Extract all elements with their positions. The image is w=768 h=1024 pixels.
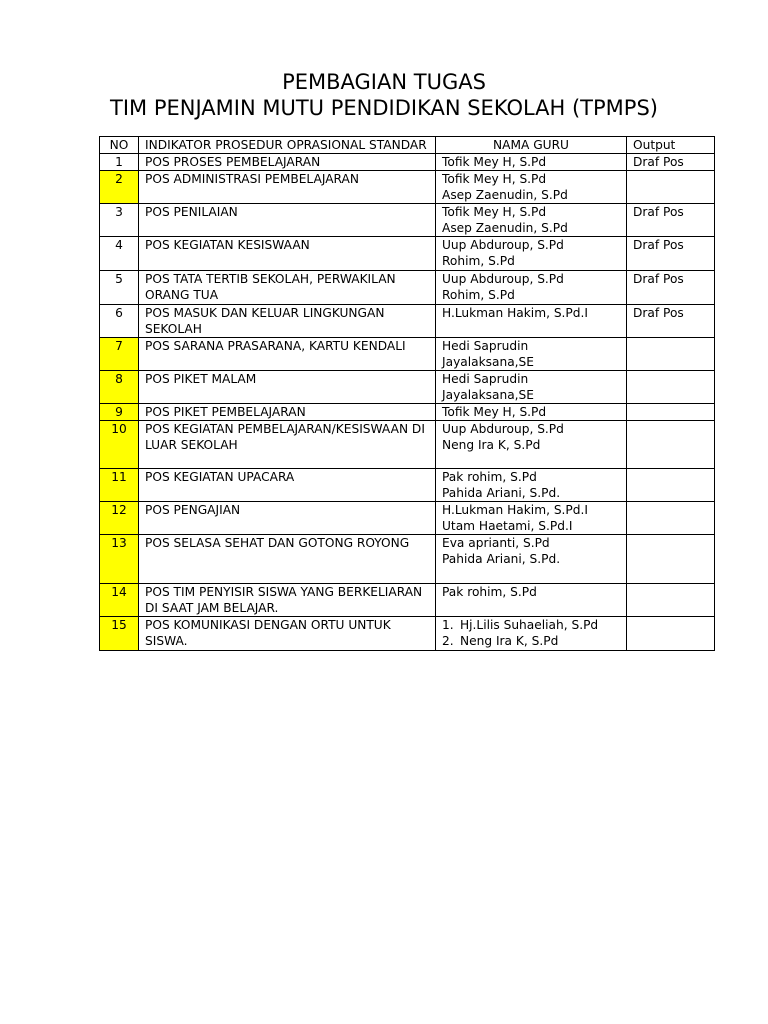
table-row (100, 305, 715, 338)
output-cell (627, 171, 715, 204)
row-number: 12 (100, 502, 139, 535)
teacher-name: Pak rohim, S.Pd (442, 585, 537, 599)
nama-guru-cell (436, 469, 627, 502)
output-cell (627, 617, 715, 651)
teacher-name: Hedi Saprudin (442, 339, 529, 353)
indikator-cell: POS SELASA SEHAT DAN GOTONG ROYONG (139, 535, 436, 584)
table-row (100, 421, 715, 469)
nama-guru-cell (436, 271, 627, 305)
row-number: 11 (100, 469, 139, 502)
output-cell: Draf Pos (627, 237, 715, 271)
table-row (100, 469, 715, 502)
indikator-cell: POS KOMUNIKASI DENGAN ORTU UNTUK SISWA. (139, 617, 436, 651)
nama-guru-cell (436, 502, 627, 535)
nama-guru-cell (436, 305, 627, 338)
output-cell (627, 502, 715, 535)
output-cell (627, 338, 715, 371)
teacher-name: Asep Zaenudin, S.Pd (442, 188, 568, 202)
table-row (100, 204, 715, 237)
document-subtitle: TIM PENJAMIN MUTU PENDIDIKAN SEKOLAH (TPMPS) (110, 96, 658, 120)
output-cell: Draf Pos (627, 154, 715, 171)
teacher-name: Jayalaksana,SE (442, 388, 534, 402)
table-row (100, 338, 715, 371)
table-row (100, 404, 715, 421)
indikator-cell: POS TIM PENYISIR SISWA YANG BERKELIARAN DI SAAT JAM BELAJAR. (139, 584, 436, 617)
teacher-name: Utam Haetami, S.Pd.I (442, 519, 573, 533)
row-number: 6 (100, 305, 139, 338)
teacher-name: 1. Hj.Lilis Suhaeliah, S.Pd (442, 618, 599, 632)
table-row (100, 502, 715, 535)
table-row (100, 584, 715, 617)
indikator-cell: POS KEGIATAN KESISWAAN (139, 237, 436, 271)
teacher-name: Pak rohim, S.Pd (442, 470, 537, 484)
teacher-name: Tofik Mey H, S.Pd (442, 172, 547, 186)
row-number: 9 (100, 404, 139, 421)
nama-guru-cell (436, 584, 627, 617)
row-number: 2 (100, 171, 139, 204)
teacher-name: Eva aprianti, S.Pd (442, 536, 550, 550)
row-number: 14 (100, 584, 139, 617)
table-header-row (100, 137, 715, 154)
table-row (100, 371, 715, 404)
nama-guru-cell (436, 404, 627, 421)
teacher-name: Tofik Mey H, S.Pd (442, 155, 547, 169)
indikator-cell: POS KEGIATAN UPACARA (139, 469, 436, 502)
header-indikator: INDIKATOR PROSEDUR OPRASIONAL STANDAR (139, 137, 436, 154)
teacher-name: Uup Abduroup, S.Pd (442, 238, 564, 252)
teacher-name: Tofik Mey H, S.Pd (442, 405, 547, 419)
table-row (100, 535, 715, 584)
teacher-name: Jayalaksana,SE (442, 355, 534, 369)
nama-guru-cell (436, 371, 627, 404)
nama-guru-cell (436, 204, 627, 237)
indikator-cell: POS PENILAIAN (139, 204, 436, 237)
teacher-name: Tofik Mey H, S.Pd (442, 205, 547, 219)
teacher-name: Pahida Ariani, S.Pd. (442, 552, 561, 566)
row-number: 7 (100, 338, 139, 371)
output-cell (627, 535, 715, 584)
row-number: 8 (100, 371, 139, 404)
indikator-cell: POS ADMINISTRASI PEMBELAJARAN (139, 171, 436, 204)
table-row (100, 171, 715, 204)
header-no: NO (100, 137, 139, 154)
output-cell: Draf Pos (627, 204, 715, 237)
nama-guru-cell (436, 617, 627, 651)
row-number: 1 (100, 154, 139, 171)
row-number: 5 (100, 271, 139, 305)
nama-guru-cell (436, 338, 627, 371)
output-cell: Draf Pos (627, 271, 715, 305)
table-body (100, 154, 715, 651)
table-row (100, 271, 715, 305)
row-number: 3 (100, 204, 139, 237)
teacher-name: 2. Neng Ira K, S.Pd (442, 634, 559, 648)
indikator-cell: POS PROSES PEMBELAJARAN (139, 154, 436, 171)
output-cell (627, 584, 715, 617)
output-cell: Draf Pos (627, 305, 715, 338)
row-number: 10 (100, 421, 139, 469)
indikator-cell: POS PIKET MALAM (139, 371, 436, 404)
assignment-table (99, 136, 715, 651)
nama-guru-cell (436, 535, 627, 584)
output-cell (627, 404, 715, 421)
teacher-name: Uup Abduroup, S.Pd (442, 422, 564, 436)
teacher-name: Uup Abduroup, S.Pd (442, 272, 564, 286)
nama-guru-cell (436, 154, 627, 171)
indikator-cell: POS PENGAJIAN (139, 502, 436, 535)
output-cell (627, 421, 715, 469)
nama-guru-cell (436, 171, 627, 204)
indikator-cell: POS PIKET PEMBELAJARAN (139, 404, 436, 421)
output-cell (627, 469, 715, 502)
header-nama-guru: NAMA GURU (436, 137, 627, 154)
row-number: 15 (100, 617, 139, 651)
document-title: PEMBAGIAN TUGAS (282, 70, 486, 94)
table-row (100, 617, 715, 651)
indikator-cell: POS TATA TERTIB SEKOLAH, PERWAKILAN ORANG TUA (139, 271, 436, 305)
table-row (100, 237, 715, 271)
teacher-name: H.Lukman Hakim, S.Pd.I (442, 306, 588, 320)
teacher-name: Hedi Saprudin (442, 372, 529, 386)
nama-guru-cell (436, 237, 627, 271)
teacher-name: H.Lukman Hakim, S.Pd.I (442, 503, 588, 517)
teacher-name: Pahida Ariani, S.Pd. (442, 486, 561, 500)
row-number: 13 (100, 535, 139, 584)
row-number: 4 (100, 237, 139, 271)
teacher-name: Neng Ira K, S.Pd (442, 438, 541, 452)
indikator-cell: POS SARANA PRASARANA, KARTU KENDALI (139, 338, 436, 371)
output-cell (627, 371, 715, 404)
table-row (100, 154, 715, 171)
indikator-cell: POS MASUK DAN KELUAR LINGKUNGAN SEKOLAH (139, 305, 436, 338)
nama-guru-cell (436, 421, 627, 469)
teacher-name: Rohim, S.Pd (442, 254, 515, 268)
teacher-name: Rohim, S.Pd (442, 288, 515, 302)
indikator-cell: POS KEGIATAN PEMBELAJARAN/KESISWAAN DI LUAR SEKOLAH (139, 421, 436, 469)
header-output: Output (627, 137, 715, 154)
teacher-name: Asep Zaenudin, S.Pd (442, 221, 568, 235)
